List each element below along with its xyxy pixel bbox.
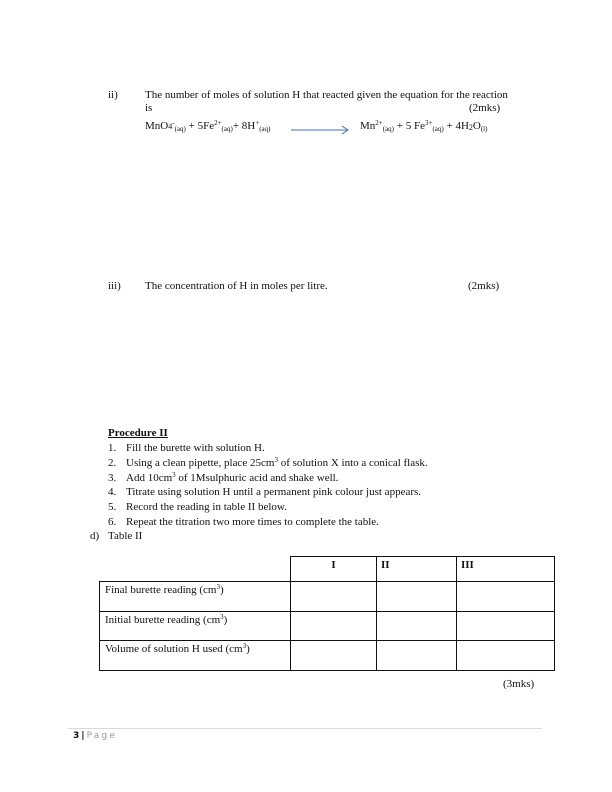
question-ii-text-line1: The number of moles of solution H that reacted given the equation for the reaction: [145, 89, 508, 101]
table-row: [100, 582, 555, 612]
question-ii-number: ii): [108, 89, 118, 101]
titration-table: [99, 556, 555, 671]
procedure-step: [108, 500, 428, 515]
question-iii-marks: (2mks): [468, 280, 500, 292]
step-superscript: 3: [172, 470, 176, 479]
step-text: Add 10cm: [126, 471, 173, 484]
table-header-blank: [100, 557, 291, 582]
row-label-close: ): [220, 584, 224, 596]
page-separator: |: [81, 731, 85, 741]
procedure-steps: [108, 441, 428, 530]
fe3-formula: 5 Fe: [405, 120, 425, 132]
cell-initial-iii[interactable]: [457, 611, 555, 641]
procedure-step: [108, 515, 428, 530]
step-text-cont: of solution X into a conical flask.: [277, 456, 428, 469]
h-state: (aq): [259, 125, 271, 133]
step-text: Record the reading in table II below.: [126, 501, 287, 514]
step-text: Using a clean pipette, place 25cm: [126, 456, 275, 469]
cell-final-iii[interactable]: [457, 582, 555, 612]
cell-volume-ii[interactable]: [377, 641, 457, 671]
table-marks: (3mks): [503, 678, 535, 690]
h2o-formula-o: O: [472, 120, 481, 132]
h2o-subscript: 2: [468, 123, 473, 132]
table-row: [100, 641, 555, 671]
plus-sign: +: [394, 120, 406, 132]
procedure-step: [108, 471, 428, 486]
part-d-title: Table II: [108, 530, 143, 542]
page-number: 3: [73, 731, 80, 741]
step-number: 5.: [108, 501, 117, 514]
fe2-state: (aq): [221, 125, 233, 133]
table-header-col-i: I: [291, 557, 377, 582]
cell-volume-iii[interactable]: [457, 641, 555, 671]
table-header-col-iii: III: [457, 557, 555, 582]
fe3-state: (aq): [432, 125, 444, 133]
step-number: 2.: [108, 456, 117, 469]
equation-products: [360, 120, 487, 132]
mn-formula: Mn: [360, 120, 376, 132]
mno4-formula: MnO: [145, 120, 169, 132]
row-label-close: ): [223, 613, 228, 626]
plus-sign: +: [232, 120, 242, 132]
row-label-text: Initial burette reading (cm: [105, 613, 221, 626]
mno4-subscript: 4: [168, 122, 173, 131]
table-header-col-ii: II: [377, 557, 457, 582]
step-text-cont: of 1Msulphuric acid and shake well.: [175, 471, 339, 484]
row-label-sup: 3: [220, 612, 224, 621]
mno4-state: (aq): [174, 125, 186, 133]
table-row: [100, 611, 555, 641]
step-superscript: 3: [274, 455, 278, 464]
procedure-title: Procedure II: [108, 427, 168, 439]
row-label-close: ): [246, 643, 250, 655]
procedure-step: [108, 456, 428, 471]
step-number: 1.: [108, 442, 117, 454]
h-formula: 8H: [241, 120, 256, 132]
fe2-formula: 5Fe: [197, 120, 215, 132]
row-label-sup: 3: [216, 583, 220, 591]
page-footer: [73, 731, 117, 741]
row-label-text: Volume of solution H used (cm: [105, 643, 243, 655]
row-label-initial-reading: [100, 611, 291, 641]
mn-state: (aq): [382, 125, 395, 133]
page-label: Page: [86, 731, 118, 741]
step-text: Repeat the titration two more times to complete the table.: [126, 515, 379, 528]
reaction-arrow-icon: [291, 125, 349, 135]
step-text: Titrate using solution H until a permanent pink colour just appears.: [126, 486, 422, 499]
plus-sign: +: [185, 120, 198, 132]
cell-volume-i[interactable]: [291, 641, 377, 671]
row-label-text: Final burette reading (cm: [105, 584, 217, 596]
row-label-volume-used: [100, 641, 291, 671]
procedure-step: [108, 485, 428, 500]
table-header-row: [100, 557, 555, 582]
question-iii-text: The concentration of H in moles per litre.: [145, 280, 328, 292]
footer-divider: [68, 728, 542, 729]
cell-initial-i[interactable]: [291, 611, 377, 641]
question-iii-number: iii): [108, 280, 121, 292]
row-label-sup: 3: [242, 642, 247, 650]
cell-final-i[interactable]: [291, 582, 377, 612]
question-ii-marks: (2mks): [469, 102, 501, 114]
procedure-step: [108, 441, 428, 456]
cell-initial-ii[interactable]: [377, 611, 457, 641]
question-ii-text-line2: is: [145, 102, 153, 114]
step-text: Fill the burette with solution H.: [126, 442, 265, 454]
step-number: 3.: [108, 471, 117, 484]
mn-charge: 2+: [375, 119, 383, 127]
fe3-charge: 3+: [424, 119, 433, 127]
part-d-label: d): [90, 530, 100, 542]
cell-final-ii[interactable]: [377, 582, 457, 612]
step-number: 6.: [108, 515, 117, 528]
step-number: 4.: [108, 486, 117, 499]
fe2-charge: 2+: [214, 119, 222, 127]
mno4-charge: -: [172, 119, 175, 127]
row-label-final-reading: [100, 582, 291, 612]
h2o-state: (l): [480, 125, 488, 133]
equation-reactants: [145, 120, 270, 132]
h-charge: +: [255, 119, 260, 127]
plus-sign: +: [443, 120, 456, 132]
h2o-formula: 4H: [455, 120, 469, 132]
